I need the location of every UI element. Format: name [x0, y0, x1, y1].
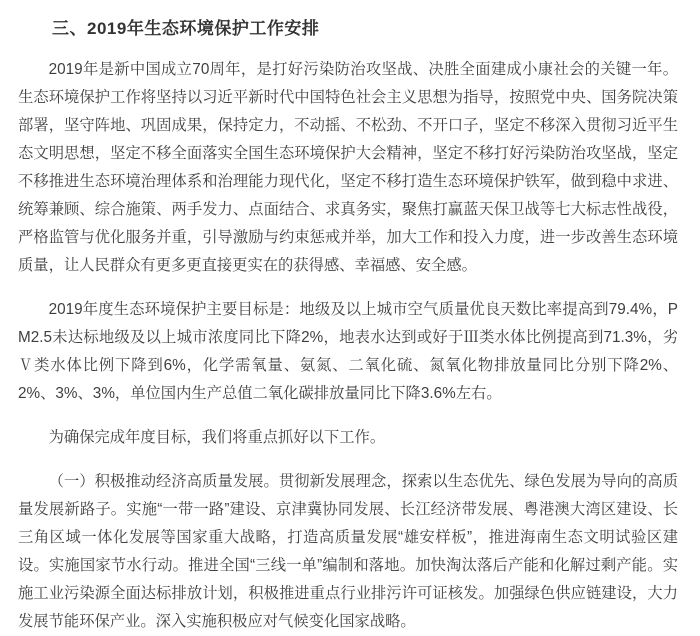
document-paragraph-task-one: （一）积极推动经济高质量发展。贯彻新发展理念，探索以生态优先、绿色发展为导向的高质量发展新路子。实施“一带一路”建设、京津冀协同发展、长江经济带发展、粤港澳大湾区建设、长三角区域一体化发展等国家重大战略，打造高质量发展“雄安样板”，推进海南生态文明试验区建设。实施国家节水行动。推进全国“三线一单”编制和落地。加快淘汰落后产能和化解过剩产能。实施工业污染源全面达标排放计划，积极推进重点行业排污许可证核发。加强绿色供应链建设，大力发展节能环保产业。深入实施积极应对气候变化国家战略。: [18, 473, 678, 630]
document-paragraph-targets: 2019年度生态环境保护主要目标是：地级及以上城市空气质量优良天数比率提高到79.4%，PM2.5未达标地级及以上城市浓度同比下降2%，地表水达到或好于Ⅲ类水体比例提高到71.3%，劣Ⅴ类水体比例下降到6%，化学需氧量、氨氮、二氧化硫、氮氧化物排放量同比分别下降2%、2%、3%、3%，单位国内生产总值二氧化碳排放量同比下降3.6%左右。: [18, 301, 678, 402]
document-paragraph-overview: 2019年是新中国成立70周年，是打好污染防治攻坚战、决胜全面建成小康社会的关键一年。生态环境保护工作将坚持以习近平新时代中国特色社会主义思想为指导，按照党中央、国务院决策部署，坚守阵地、巩固成果，保持定力，不动摇、不松劲、不开口子，坚定不移深入贯彻习近平生态文明思想，坚定不移全面落实全国生态环境保护大会精神，坚定不移打好污染防治攻坚战，坚定不移推进生态环境治理体系和治理能力现代化，坚定不移打造生态环境保护铁军，做到稳中求进、统筹兼顾、综合施策、两手发力、点面结合、求真务实，聚焦打赢蓝天保卫战等七大标志性战役，严格监管与优化服务并重，引导激励与约束惩戒并举，加大工作和投入力度，进一步改善生态环境质量，让人民群众有更多更直接更实在的获得感、幸福感、安全感。: [18, 61, 678, 274]
document-title: 三、2019年生态环境保护工作安排: [52, 19, 320, 38]
document-paragraph-lead-in: 为确保完成年度目标，我们将重点抓好以下工作。: [48, 429, 386, 446]
